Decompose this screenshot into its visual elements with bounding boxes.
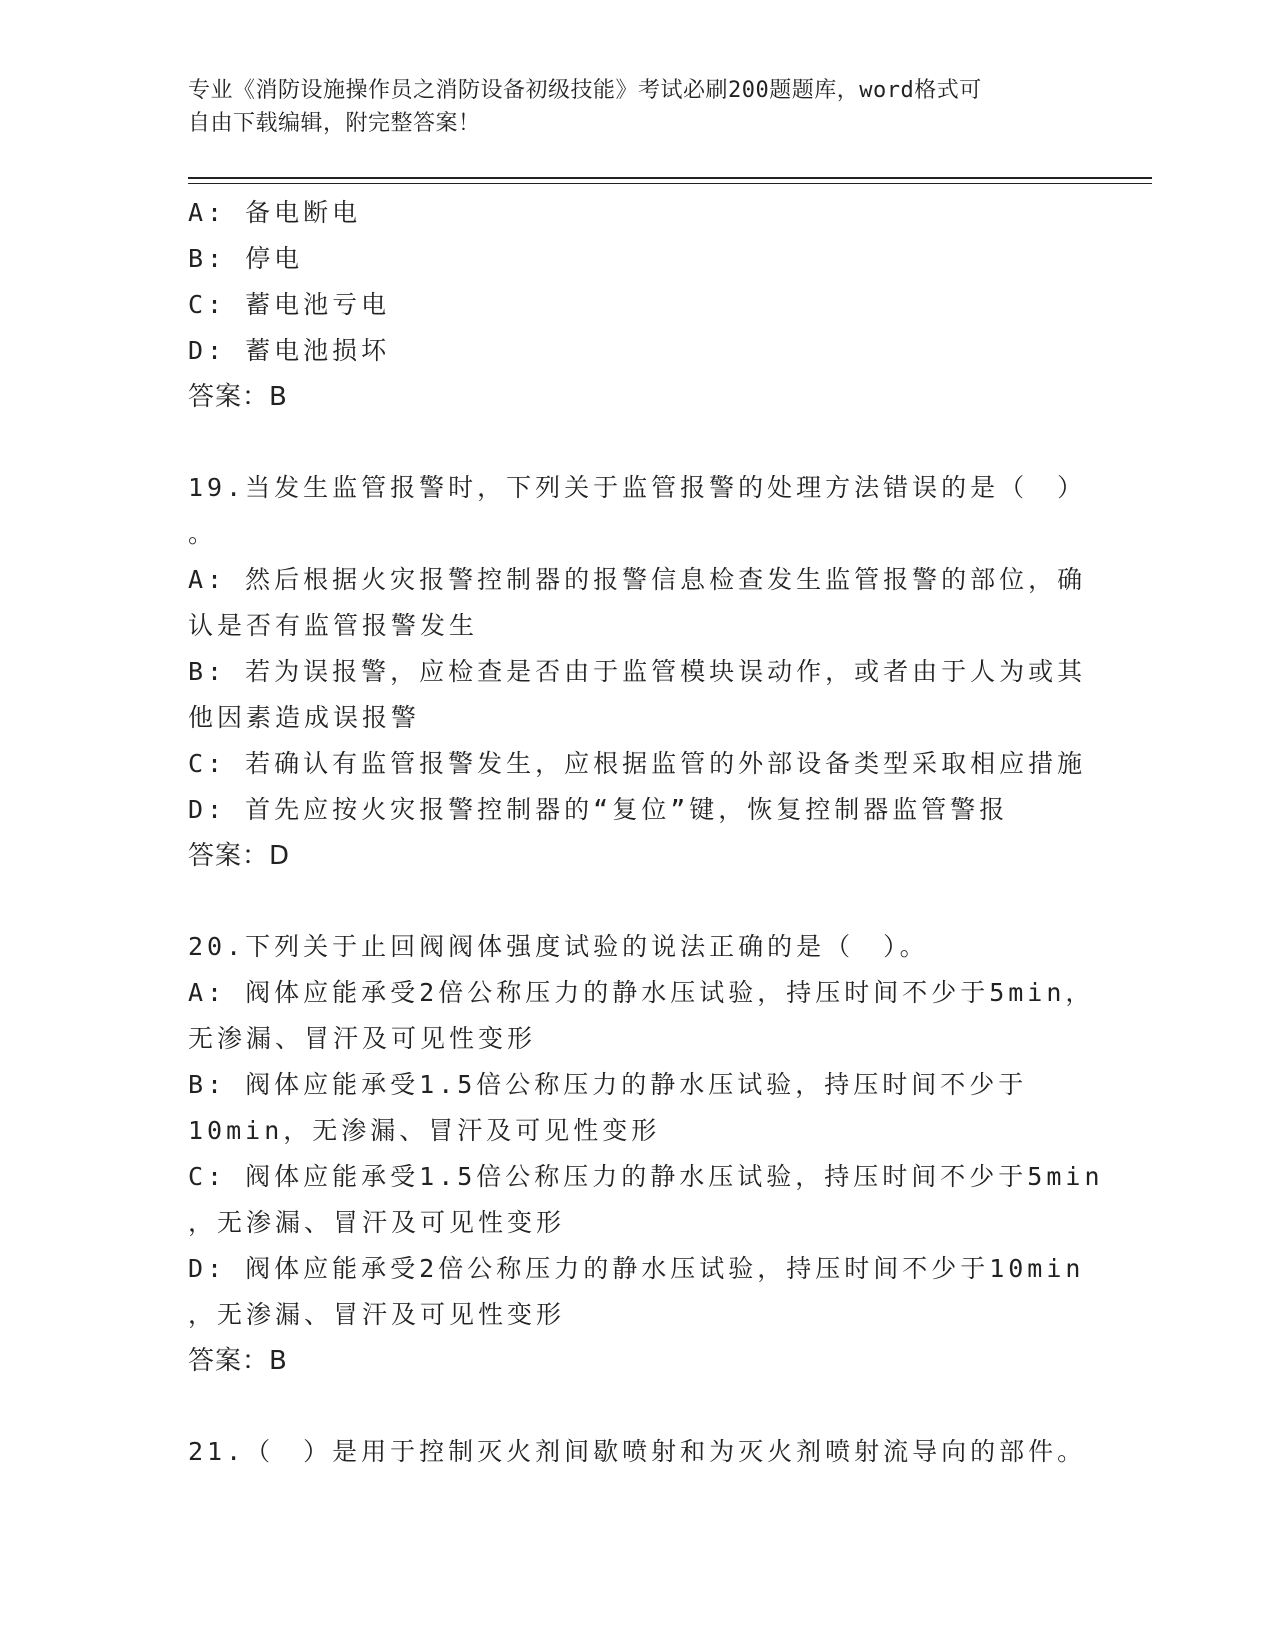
answer-line: 答案：B bbox=[188, 1346, 288, 1376]
question-stem-continued: 。 bbox=[188, 519, 218, 548]
option-d: D: 蓄电池损坏 bbox=[188, 336, 391, 365]
question-21 bbox=[188, 1429, 1088, 1475]
question-stem: 19.当发生监管报警时，下列关于监管报警的处理方法错误的是（ ） bbox=[188, 473, 1087, 502]
option-d: D: 首先应按火灾报警控制器的“复位”键，恢复控制器监管警报 bbox=[188, 795, 1009, 824]
option-a: A: 备电断电 bbox=[188, 198, 362, 227]
question-20 bbox=[188, 924, 1104, 1384]
option-a-continued: 认是否有监管报警发生 bbox=[188, 611, 479, 640]
question-19 bbox=[188, 465, 1088, 879]
option-a: A: 然后根据火灾报警控制器的报警信息检查发生监管报警的部位，确 bbox=[188, 565, 1087, 594]
option-b-continued: 他因素造成误报警 bbox=[188, 703, 421, 732]
header-rule-thick bbox=[188, 177, 1152, 179]
option-b-continued: 10min，无渗漏、冒汗及可见性变形 bbox=[188, 1116, 661, 1145]
option-d: D: 阀体应能承受2倍公称压力的静水压试验，持压时间不少于10min bbox=[188, 1254, 1085, 1283]
option-a: A: 阀体应能承受2倍公称压力的静水压试验，持压时间不少于5min， bbox=[188, 978, 1095, 1007]
question-stem: 20.下列关于止回阀阀体强度试验的说法正确的是（ ）。 bbox=[188, 932, 929, 961]
question-18 bbox=[188, 190, 1088, 420]
spacer bbox=[188, 1384, 1088, 1429]
option-c-continued: ，无渗漏、冒汗及可见性变形 bbox=[188, 1208, 566, 1237]
spacer bbox=[188, 420, 1088, 465]
document-header bbox=[188, 74, 1068, 140]
question-stem: 21.（ ）是用于控制灭火剂间歇喷射和为灭火剂喷射流导向的部件。 bbox=[188, 1437, 1087, 1466]
option-b: B: 停电 bbox=[188, 244, 304, 273]
option-b: B: 阀体应能承受1.5倍公称压力的静水压试验，持压时间不少于 bbox=[188, 1070, 1028, 1099]
option-c: C: 蓄电池亏电 bbox=[188, 290, 391, 319]
option-c: C: 若确认有监管报警发生，应根据监管的外部设备类型采取相应措施 bbox=[188, 749, 1087, 778]
header-line-2: 自由下载编辑，附完整答案！ bbox=[188, 111, 481, 136]
header-rule-thin bbox=[188, 183, 1152, 184]
answer-line: 答案：D bbox=[188, 841, 291, 871]
option-a-continued: 无渗漏、冒汗及可见性变形 bbox=[188, 1024, 537, 1053]
option-b: B: 若为误报警，应检查是否由于监管模块误动作，或者由于人为或其 bbox=[188, 657, 1087, 686]
option-c: C: 阀体应能承受1.5倍公称压力的静水压试验，持压时间不少于5min bbox=[188, 1162, 1104, 1191]
answer-line: 答案：B bbox=[188, 382, 288, 412]
spacer bbox=[188, 879, 1088, 924]
header-line-1: 专业《消防设施操作员之消防设备初级技能》考试必刷200题题库，word格式可 bbox=[188, 78, 982, 103]
option-d-continued: ，无渗漏、冒汗及可见性变形 bbox=[188, 1300, 566, 1329]
document-body bbox=[188, 190, 1104, 1475]
